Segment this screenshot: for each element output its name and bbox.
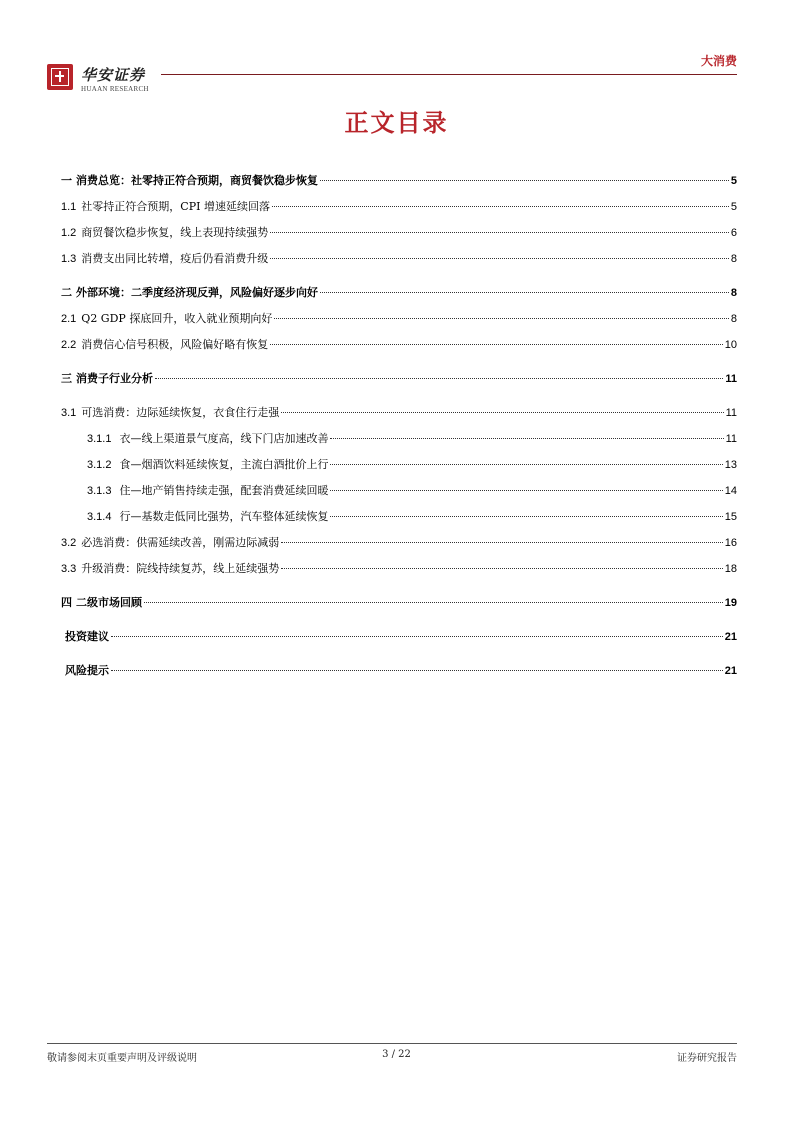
- toc-entry[interactable]: [61, 456, 737, 474]
- toc-leader-dots: [270, 344, 722, 345]
- toc-entry[interactable]: [61, 662, 737, 680]
- toc-entry-title: 食—烟酒饮料延续恢复，主流白酒批价上行: [119, 458, 329, 471]
- toc-entry-page: 8: [730, 313, 737, 325]
- toc-entry[interactable]: [61, 250, 737, 268]
- toc-entry-title: 外部环境：二季度经济现反弹，风险偏好逐步向好: [76, 286, 318, 299]
- toc-entry-page: 8: [730, 253, 737, 265]
- toc-entry[interactable]: [61, 370, 737, 388]
- toc-entry-number: 3.1.4: [87, 511, 112, 523]
- toc-leader-dots: [270, 232, 729, 233]
- toc-entry-title: 行—基数走低同比强势，汽车整体延续恢复: [119, 510, 329, 523]
- toc-entry-title: 社零持正符合预期，CPI 增速延续回落: [81, 200, 270, 213]
- toc-entry-number: 3.1.1: [87, 433, 112, 445]
- toc-entry-number: 1.3: [61, 253, 77, 265]
- toc-entry-title: 消费子行业分析: [76, 372, 153, 385]
- toc-entry-page: 14: [724, 485, 737, 497]
- toc-leader-dots: [330, 516, 722, 517]
- toc-entry-number: 2.1: [61, 313, 77, 325]
- toc-leader-dots: [144, 602, 723, 603]
- toc-entry-number: 一: [61, 174, 72, 187]
- toc-entry-page: 16: [724, 537, 737, 549]
- toc-entry-number: 1.1: [61, 201, 77, 213]
- toc-entry[interactable]: [61, 284, 737, 302]
- toc-entry-number: 3.1: [61, 407, 77, 419]
- toc-entry-title: 二级市场回顾: [76, 596, 142, 609]
- toc-entry-title: 商贸餐饮稳步恢复，线上表现持续强势: [81, 226, 269, 239]
- header-divider: [161, 74, 737, 75]
- toc-entry-page: 21: [724, 631, 737, 643]
- toc-entry-number: 3.1.3: [87, 485, 112, 497]
- toc-leader-dots: [281, 542, 722, 543]
- toc-entry[interactable]: [61, 198, 737, 216]
- toc-entry-page: 18: [724, 563, 737, 575]
- toc-entry[interactable]: [61, 594, 737, 612]
- toc-leader-dots: [272, 206, 729, 207]
- toc-entry-number: 2.2: [61, 339, 77, 351]
- toc-entry-title: 升级消费：院线持续复苏，线上延续强势: [81, 562, 280, 575]
- toc-entry[interactable]: [61, 404, 737, 422]
- table-of-contents: [61, 172, 737, 680]
- toc-leader-dots: [330, 464, 722, 465]
- toc-entry-page: 21: [724, 665, 737, 677]
- toc-entry-title: 消费支出同比转增，疫后仍看消费升级: [81, 252, 269, 265]
- toc-entry[interactable]: [61, 560, 737, 578]
- toc-entry-page: 11: [725, 373, 737, 385]
- toc-entry-title: Q2 GDP 探底回升，收入就业预期向好: [81, 312, 273, 325]
- section-tag: 大消费: [700, 54, 737, 68]
- toc-entry-number: 二: [61, 286, 72, 299]
- toc-entry-page: 5: [730, 201, 737, 213]
- toc-leader-dots: [270, 258, 729, 259]
- toc-leader-dots: [330, 438, 723, 439]
- toc-entry-page: 11: [725, 407, 737, 419]
- toc-entry-title: 必选消费：供需延续改善，刚需边际减弱: [81, 536, 280, 549]
- toc-entry-page: 11: [725, 433, 737, 445]
- toc-entry-number: 1.2: [61, 227, 77, 239]
- toc-entry-number: 三: [61, 372, 72, 385]
- toc-leader-dots: [111, 636, 723, 637]
- toc-entry-number: 3.2: [61, 537, 77, 549]
- toc-entry-title: 投资建议: [65, 630, 109, 643]
- toc-entry-title: 可选消费：边际延续恢复，衣食住行走强: [81, 406, 280, 419]
- toc-entry[interactable]: [61, 628, 737, 646]
- toc-entry[interactable]: [61, 534, 737, 552]
- toc-entry[interactable]: [61, 224, 737, 242]
- toc-entry-number: 四: [61, 596, 72, 609]
- toc-leader-dots: [281, 568, 722, 569]
- page-number: 3 / 22: [382, 1049, 411, 1060]
- logo-english-name: HUAAN RESEARCH: [81, 85, 149, 93]
- toc-entry[interactable]: [61, 172, 737, 190]
- toc-title: 正文目录: [344, 108, 449, 137]
- toc-entry-page: 19: [724, 597, 737, 609]
- toc-leader-dots: [320, 180, 729, 181]
- toc-entry-page: 15: [724, 511, 737, 523]
- footer-report-type: 证券研究报告: [677, 1053, 737, 1064]
- footer-disclaimer: 敬请参阅末页重要声明及评级说明: [47, 1053, 197, 1064]
- toc-entry-title: 衣—线上渠道景气度高，线下门店加速改善: [119, 432, 329, 445]
- toc-leader-dots: [111, 670, 723, 671]
- toc-entry-page: 5: [730, 175, 737, 187]
- toc-leader-dots: [330, 490, 722, 491]
- toc-entry-page: 13: [724, 459, 737, 471]
- toc-entry[interactable]: [61, 310, 737, 328]
- toc-leader-dots: [281, 412, 723, 413]
- toc-entry-title: 消费总览：社零持正符合预期，商贸餐饮稳步恢复: [76, 174, 318, 187]
- toc-leader-dots: [155, 378, 723, 379]
- logo-chinese-name: 华安证券: [81, 66, 146, 84]
- toc-entry-title: 住—地产销售持续走强，配套消费延续回暖: [119, 484, 329, 497]
- toc-entry[interactable]: [61, 430, 737, 448]
- toc-entry-number: 3.1.2: [87, 459, 112, 471]
- toc-entry-title: 消费信心信号积极，风险偏好略有恢复: [81, 338, 269, 351]
- toc-entry-number: 3.3: [61, 563, 77, 575]
- toc-leader-dots: [320, 292, 729, 293]
- toc-leader-dots: [274, 318, 729, 319]
- footer-divider: [47, 1043, 737, 1044]
- toc-entry-page: 8: [730, 287, 737, 299]
- toc-entry[interactable]: [61, 508, 737, 526]
- toc-entry-title: 风险提示: [65, 664, 109, 677]
- toc-entry[interactable]: [61, 336, 737, 354]
- huaan-seal-logo-icon: [47, 64, 73, 90]
- toc-entry-page: 6: [730, 227, 737, 239]
- page-header: [47, 54, 737, 98]
- toc-entry[interactable]: [61, 482, 737, 500]
- toc-entry-page: 10: [724, 339, 737, 351]
